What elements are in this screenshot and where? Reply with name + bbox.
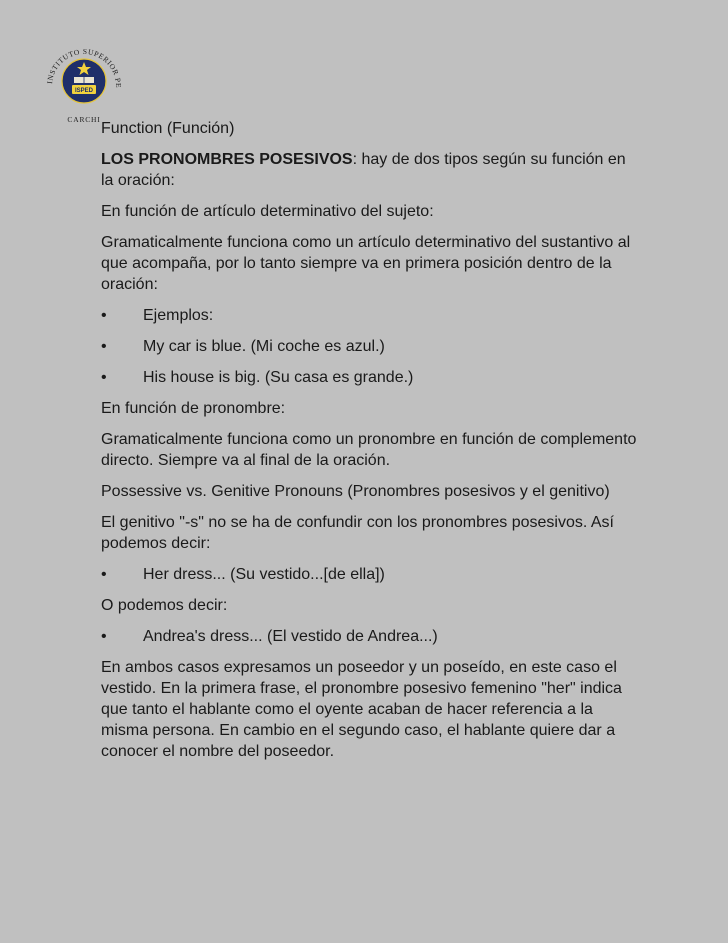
paragraph-heading-function: Function (Función) bbox=[101, 120, 235, 137]
intro-rest: : hay de dos tipos según su función en la oración: bbox=[101, 151, 626, 189]
paragraph-alternative: O podemos decir: bbox=[101, 597, 228, 614]
paragraph-determinative-body: Gramaticalmente funciona como un artículo determinativo del sustantivo al que acompaña, por lo tanto siempre va en primera posición dentro de la oración: bbox=[101, 234, 631, 293]
document-body bbox=[101, 118, 641, 772]
paragraph-conclusion: En ambos casos expresamos un poseedor y un poseído, en este caso el vestido. En la primera frase, el pronombre posesivo femenino "her" indica que tanto el hablante como el oyente acaban de hacer referencia a la misma persona. En cambio en el segundo caso, el hablante quiere dar a conocer el nombre del poseedor. bbox=[101, 659, 622, 760]
list-item-text: Andrea's dress... (El vestido de Andrea...) bbox=[143, 628, 438, 645]
institute-logo bbox=[38, 36, 130, 128]
paragraph-pronoun-body: Gramaticalmente funciona como un pronombre en función de complemento directo. Siempre va al final de la oración. bbox=[101, 431, 637, 469]
bold-term: LOS PRONOMBRES POSESIVOS bbox=[101, 151, 353, 168]
bullet-icon: • bbox=[101, 338, 107, 355]
list-item bbox=[101, 305, 641, 326]
paragraph-genitive-heading: Possessive vs. Genitive Pronouns (Pronombres posesivos y el genitivo) bbox=[101, 483, 610, 500]
paragraph-genitive-body: El genitivo "-s" no se ha de confundir con los pronombres posesivos. Así podemos decir: bbox=[101, 514, 614, 552]
svg-text:ISPED: ISPED bbox=[74, 88, 94, 94]
bullet-icon: • bbox=[101, 566, 107, 583]
logo-seal-icon bbox=[38, 36, 130, 128]
list-item bbox=[101, 626, 641, 647]
bullet-icon: • bbox=[101, 628, 107, 645]
paragraph-possessive-intro bbox=[101, 149, 641, 191]
list-item-text: His house is big. (Su casa es grande.) bbox=[143, 369, 414, 386]
bullet-icon: • bbox=[101, 369, 107, 386]
list-item-text: Her dress... (Su vestido...[de ella]) bbox=[143, 566, 385, 583]
svg-text:CARCHI: CARCHI bbox=[67, 115, 101, 124]
list-item bbox=[101, 336, 641, 357]
list-item-text: My car is blue. (Mi coche es azul.) bbox=[143, 338, 385, 355]
list-item-text: Ejemplos: bbox=[143, 307, 214, 324]
bullet-icon: • bbox=[101, 307, 107, 324]
list-item bbox=[101, 564, 641, 585]
paragraph-determinative-heading: En función de artículo determinativo del sujeto: bbox=[101, 203, 434, 220]
svg-text:INSTITUTO SUPERIOR PEDAGÓGICO: INSTITUTO SUPERIOR PE bbox=[45, 46, 124, 89]
list-item bbox=[101, 367, 641, 388]
paragraph-pronoun-heading: En función de pronombre: bbox=[101, 400, 286, 417]
